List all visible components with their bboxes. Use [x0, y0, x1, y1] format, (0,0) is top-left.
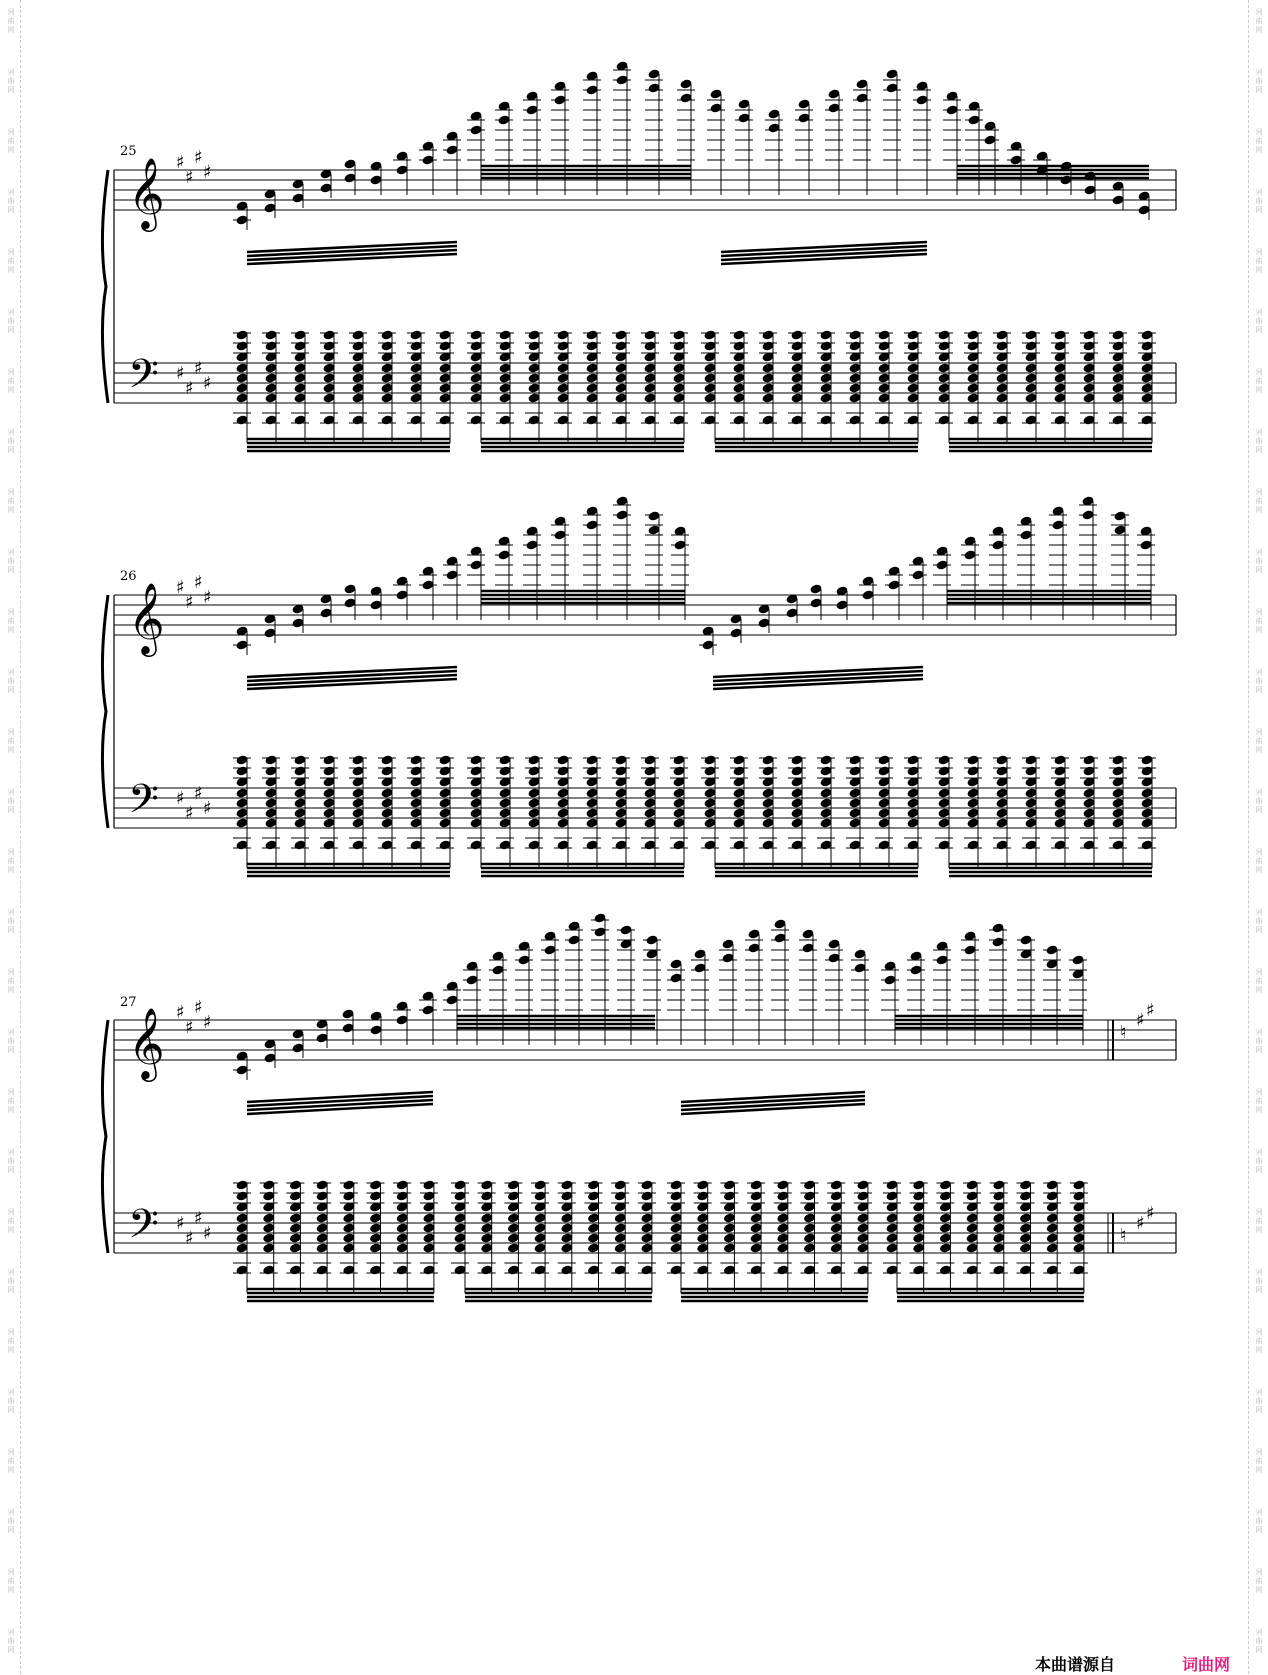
margin-watermark: 词 曲 网 — [1255, 128, 1263, 154]
sharp-sign: ♯ — [194, 783, 203, 804]
sharp-sign: ♯ — [194, 1208, 203, 1229]
margin-watermark: 词 曲 网 — [1255, 1028, 1263, 1054]
margin-watermark: 词 曲 网 — [1255, 548, 1263, 574]
margin-watermark: 词 曲 网 — [1255, 1328, 1263, 1354]
margin-watermark: 词 曲 网 — [7, 68, 15, 94]
footer-source-label: 本曲谱源自 — [1035, 1655, 1116, 1674]
bass-clef: 𝄢 — [128, 1201, 159, 1257]
margin-watermark: 词 曲 网 — [7, 1568, 15, 1594]
sharp-sign: ♯ — [176, 1002, 185, 1023]
margin-watermark: 词 曲 网 — [7, 1208, 15, 1234]
margin-watermark: 词 曲 网 — [7, 1628, 15, 1654]
margin-watermark: 词 曲 网 — [7, 728, 15, 754]
sharp-sign: ♯ — [185, 167, 194, 188]
margin-watermark: 词 曲 网 — [1255, 968, 1263, 994]
measure-number-27: 27 — [120, 995, 137, 1010]
sharp-sign: ♯ — [203, 373, 212, 394]
margin-watermark: 词 曲 网 — [7, 128, 15, 154]
margin-watermark: 词 曲 网 — [1255, 188, 1263, 214]
sharp-sign: ♯ — [1136, 1010, 1145, 1031]
margin-watermark: 词 曲 网 — [7, 548, 15, 574]
brace — [102, 1020, 108, 1253]
sharp-sign: ♯ — [176, 1213, 185, 1234]
sharp-sign: ♯ — [203, 1223, 212, 1244]
sharp-sign: ♯ — [176, 363, 185, 384]
treble-clef: 𝄞 — [128, 1006, 165, 1079]
natural-sign: ♮ — [1120, 1225, 1127, 1246]
margin-watermark: 词 曲 网 — [7, 308, 15, 334]
margin-watermark: 词 曲 网 — [1255, 8, 1263, 34]
sharp-sign: ♯ — [203, 798, 212, 819]
natural-sign: ♮ — [1120, 1022, 1127, 1043]
margin-watermark: 词 曲 网 — [7, 188, 15, 214]
margin-watermark: 词 曲 网 — [7, 788, 15, 814]
margin-watermark: 词 曲 网 — [1255, 668, 1263, 694]
bass-clef: 𝄢 — [128, 776, 159, 832]
measure-number-25: 25 — [120, 144, 137, 159]
margin-watermark: 词 曲 网 — [1255, 308, 1263, 334]
bass-clef: 𝄢 — [128, 351, 159, 407]
margin-watermark: 词 曲 网 — [1255, 1448, 1263, 1474]
margin-watermark: 词 曲 网 — [7, 1388, 15, 1414]
margin-watermark: 词 曲 网 — [7, 1028, 15, 1054]
sharp-sign: ♯ — [176, 788, 185, 809]
margin-watermark: 词 曲 网 — [7, 1268, 15, 1294]
brace — [102, 170, 108, 403]
margin-watermark: 词 曲 网 — [7, 368, 15, 394]
margin-watermark: 词 曲 网 — [7, 428, 15, 454]
sharp-sign: ♯ — [1146, 1203, 1155, 1224]
sharp-sign: ♯ — [185, 1017, 194, 1038]
sharp-sign: ♯ — [185, 592, 194, 613]
margin-watermark: 词 曲 网 — [7, 8, 15, 34]
margin-watermark: 词 曲 网 — [1255, 1088, 1263, 1114]
margin-watermark: 词 曲 网 — [7, 488, 15, 514]
margin-watermark: 词 曲 网 — [7, 608, 15, 634]
margin-watermark: 词 曲 网 — [1255, 848, 1263, 874]
margin-watermark: 词 曲 网 — [1255, 1388, 1263, 1414]
margin-watermark: 词 曲 网 — [7, 1088, 15, 1114]
margin-watermark: 词 曲 网 — [7, 908, 15, 934]
sharp-sign: ♯ — [194, 147, 203, 168]
margin-watermark: 词 曲 网 — [1255, 1568, 1263, 1594]
margin-watermark: 词 曲 网 — [7, 1448, 15, 1474]
treble-clef: 𝄞 — [128, 156, 165, 229]
sharp-sign: ♯ — [1136, 1213, 1145, 1234]
margin-watermark: 词 曲 网 — [1255, 1268, 1263, 1294]
sharp-sign: ♯ — [194, 997, 203, 1018]
margin-watermark: 词 曲 网 — [7, 668, 15, 694]
margin-watermark: 词 曲 网 — [7, 1328, 15, 1354]
sharp-sign: ♯ — [176, 152, 185, 173]
margin-watermark: 词 曲 网 — [7, 248, 15, 274]
sharp-sign: ♯ — [203, 587, 212, 608]
brace — [102, 595, 108, 828]
margin-watermark: 词 曲 网 — [1255, 1148, 1263, 1174]
margin-watermark: 词 曲 网 — [1255, 1208, 1263, 1234]
measure-number-26: 26 — [120, 569, 137, 584]
margin-watermark: 词 曲 网 — [7, 848, 15, 874]
margin-watermark: 词 曲 网 — [1255, 488, 1263, 514]
margin-watermark: 词 曲 网 — [1255, 728, 1263, 754]
margin-watermark: 词 曲 网 — [7, 968, 15, 994]
margin-watermark: 词 曲 网 — [1255, 428, 1263, 454]
margin-watermark: 词 曲 网 — [7, 1508, 15, 1534]
sharp-sign: ♯ — [185, 1228, 194, 1249]
margin-watermark: 词 曲 网 — [1255, 788, 1263, 814]
sharp-sign: ♯ — [194, 572, 203, 593]
sharp-sign: ♯ — [176, 577, 185, 598]
treble-clef: 𝄞 — [128, 581, 165, 654]
sharp-sign: ♯ — [185, 378, 194, 399]
sharp-sign: ♯ — [185, 803, 194, 824]
sharp-sign: ♯ — [1146, 1000, 1155, 1021]
margin-watermark: 词 曲 网 — [7, 1148, 15, 1174]
margin-watermark: 词 曲 网 — [1255, 68, 1263, 94]
margin-watermark: 词 曲 网 — [1255, 908, 1263, 934]
sharp-sign: ♯ — [203, 162, 212, 183]
footer-site-link[interactable]: 词曲网 — [1182, 1655, 1231, 1674]
margin-watermark: 词 曲 网 — [1255, 608, 1263, 634]
margin-watermark: 词 曲 网 — [1255, 1628, 1263, 1654]
sharp-sign: ♯ — [203, 1012, 212, 1033]
margin-watermark: 词 曲 网 — [1255, 1508, 1263, 1534]
sharp-sign: ♯ — [194, 358, 203, 379]
margin-watermark: 词 曲 网 — [1255, 248, 1263, 274]
margin-watermark: 词 曲 网 — [1255, 368, 1263, 394]
